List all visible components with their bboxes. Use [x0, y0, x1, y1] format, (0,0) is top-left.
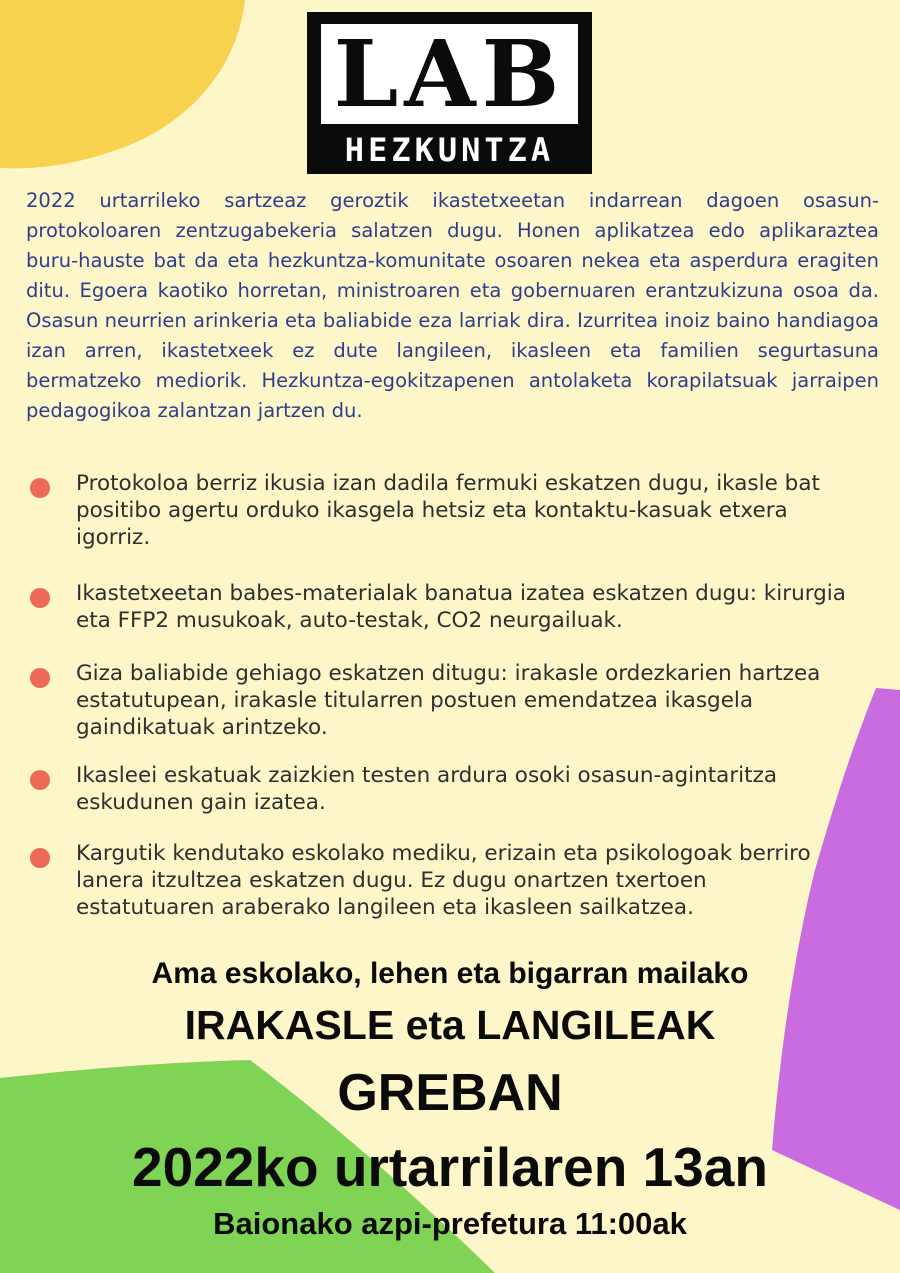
headline-line-5: Baionako azpi-prefetura 11:00ak	[213, 1206, 687, 1241]
demand-text: Ikastetxeetan babes-materialak banatua izatea eskatzen dugu: kirurgia eta FFP2 musukoak, auto-testak, CO2 neurgailuak.	[76, 581, 846, 633]
headline-line-2: IRAKASLE eta LANGILEAK	[184, 1002, 716, 1048]
headline-line-1: Ama eskolako, lehen eta bigarran mailako	[151, 957, 749, 990]
logo-hezkuntza-text: HEZKUNTZA	[344, 131, 555, 169]
headline-line-4: 2022ko urtarrilaren 13an	[132, 1136, 768, 1198]
bullet-dot-icon	[30, 668, 50, 688]
bullet-dot-icon	[30, 478, 50, 498]
intro-paragraph: 2022 urtarrileko sartzeaz geroztik ikastetxeetan indarrean dagoen osasun-protokoloaren zentzugabekeria salatzen dugu. Honen aplikatzea edo aplikaraztea buru-hauste bat da eta hezkuntza-komunitate osoaren nekea eta asperdura eragiten ditu. Egoera kaotiko horretan, ministroaren eta gobernuaren erantzukizuna osoa da. Osasun neurrien arinkeria eta baliabide eza larriak dira. Izurritea inoiz baino handiagoa izan arren, ikastetxeek ez dute langileen, ikasleen eta familien segurtasuna bermatzeko mediorik. Hezkuntza-egokitzapenen antolaketa korapilatsuak jarraipen pedagogikoa zalantzan jartzen du.	[26, 189, 879, 422]
yellow-blob	[0, 0, 245, 168]
bullet-dot-icon	[30, 848, 50, 868]
lab-logo	[307, 12, 592, 174]
logo-lab-text: LAB	[333, 20, 566, 128]
bullet-dot-icon	[30, 770, 50, 790]
demand-text: Ikasleei eskatuak zaizkien testen ardura osoki osasun-agintaritza eskudunen gain izatea.	[76, 763, 778, 815]
demand-text: Giza baliabide gehiago eskatzen ditugu: irakasle ordezkarien hartzea estatutupean, irakasle titularren postuen emendatzea ikasgela gaindikatuak arintzeko.	[76, 661, 821, 740]
bullet-dot-icon	[30, 588, 50, 608]
demand-text: Protokoloa berriz ikusia izan dadila fermuki eskatzen dugu, ikasle bat positibo agertu orduko ikasgela hetsiz eta kontaktu-kasuak etxera igorriz.	[76, 471, 820, 550]
logo-plate	[321, 20, 578, 128]
headline-line-3: GREBAN	[337, 1064, 563, 1122]
demand-text: Kargutik kendutako eskolako mediku, erizain eta psikologoak berriro lanera itzultzea eskatzen dugu. Ez dugu onartzen txertoen estatutuaren araberako langileen eta ikasleen sailkatzea.	[76, 841, 811, 920]
